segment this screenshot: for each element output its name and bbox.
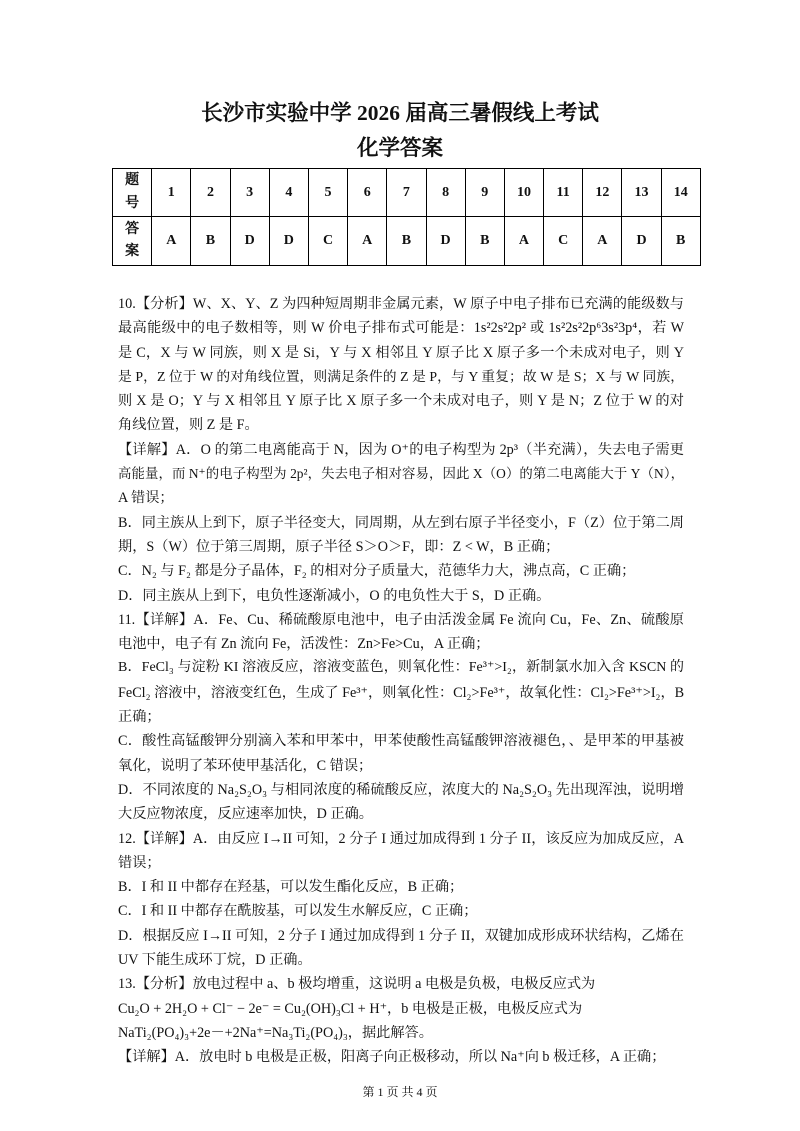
text-line: 则 X 是 O；Y 与 X 相邻且 Y 原子比 X 原子多一个未成对电子，则 Y 是 N；Z 位于 W 的对 [118,393,684,410]
question-number-cell: 3 [230,169,269,217]
answer-cell: B [661,217,700,266]
answer-table [112,168,701,266]
text-line: 是 C，X 与 W 同族，则 X 是 Si，Y 与 X 相邻且 Y 原子比 X 原子多一个未成对电子，则 Y [118,344,684,361]
text-line: 【详解】A．O 的第二电离能高于 N，因为 O⁺的电子构型为 2p³（半充满），失去电子需更 [118,441,684,458]
text-line: 12.【详解】A．由反应 I→II 可知，2 分子 I 通过加成得到 1 分子 II，该反应为加成反应，A [118,830,684,847]
question-number-cell: 10 [504,169,543,217]
text-line: 电池中，电子有 Zn 流向 Fe，活泼性：Zn>Fe>Cu，A 正确； [118,636,490,653]
answer-cell: A [348,217,387,266]
text-line: D．根据反应 I→II 可知，2 分子 I 通过加成得到 1 分子 II，双键加成形成环状结构，乙烯在 [118,927,684,944]
text-line: 高能量，而 N⁺的电子构型为 2p²，失去电子相对容易，因此 X（O）的第二电离能大于 Y（N）， [118,466,684,482]
text-line: D．不同浓度的 Na₂S₂O₃ 与相同浓度的稀硫酸反应，浓度大的 Na₂S₂O₃ 先出现浑浊，说明增 [118,781,684,798]
text-line: 10.【分析】W、X、Y、Z 为四种短周期非金属元素，W 原子中电子排布已充满的能级数与 [118,296,684,312]
page-footer: 第 1 页 共 4 页 [362,1085,438,1099]
question-number-cell: 7 [387,169,426,217]
text-line: 正确； [118,709,161,726]
question-number-cell: 5 [308,169,347,217]
answer-cell: C [544,217,583,266]
table-row-question-numbers [113,169,701,217]
doc-subtitle: 化学答案 [356,136,443,160]
answer-cell: A [152,217,191,266]
answer-cell: D [622,217,661,266]
answer-cell: B [465,217,504,266]
question-number-cell: 13 [622,169,661,217]
text-line: UV 下能生成环丁烷，D 正确。 [118,952,312,969]
table-row-answers [113,217,701,266]
answer-cell: D [269,217,308,266]
question-number-cell: 9 [465,169,504,217]
answer-cell: C [308,217,347,266]
question-number-cell: 11 [544,169,583,217]
question-number-cell: 8 [426,169,465,217]
text-line: 11.【详解】A．Fe、Cu、稀硫酸原电池中，电子由活泼金属 Fe 流向 Cu，Fe、Zn、硫酸原 [118,611,684,628]
text-line: B．FeCl₃ 与淀粉 KI 溶液反应，溶液变蓝色，则氧化性：Fe³⁺>I₂，新制氯水加入含 KSCN 的 [118,660,684,676]
text-line: 氧化，说明了苯环使甲基活化，C 错误； [118,757,373,774]
question-number-cell: 6 [348,169,387,217]
text-line: 是 P，Z 位于 W 的对角线位置，则满足条件的 Z 是 P，与 Y 重复；故 W 是 S；X 与 W 同族， [118,368,684,384]
doc-title: 长沙市实验中学 2026 届高三暑假线上考试 [201,101,599,125]
answer-explanations [118,292,684,1070]
answer-cell: A [583,217,622,266]
question-number-cell: 14 [661,169,700,217]
text-line: 最高能级中的电子数相等，则 W 价电子排布式可能是：1s²2s²2p² 或 1s²2s²2p⁶3s²3p⁴，若 W [118,320,684,337]
text-line: D．同主族从上到下，电负性逐渐减小，O 的电负性大于 S，D 正确。 [118,587,551,604]
row-label-question-number [113,169,152,217]
text-line: C．酸性高锰酸钾分别滴入苯和甲苯中，甲苯使酸性高锰酸钾溶液褪色，、是甲苯的甲基被 [118,733,684,750]
text-line: B．同主族从上到下，原子半径变大，同周期，从左到右原子半径变小，F（Z）位于第二周 [118,514,684,531]
row-label-text: 答案 [125,221,140,259]
answer-cell: D [426,217,465,266]
question-number-cell: 2 [191,169,230,217]
answer-cell: B [387,217,426,266]
text-line: B．I 和 II 中都存在羟基，可以发生酯化反应，B 正确； [118,879,464,896]
text-line: 13.【分析】放电过程中 a、b 极均增重，这说明 a 电极是负极，电极反应式为 [118,976,596,993]
text-line: C．I 和 II 中都存在酰胺基，可以发生水解反应，C 正确； [118,903,478,920]
row-label-text: 题号 [125,173,140,211]
text-line: 【详解】A．放电时 b 电极是正极，阳离子向正极移动，所以 Na⁺向 b 极迁移，A 正确； [118,1049,666,1066]
text-line: 期，S（W）位于第三周期，原子半径 S＞O＞F，即：Z < W，B 正确； [118,538,560,555]
answer-cell: A [504,217,543,266]
question-number-cell: 1 [152,169,191,217]
answer-cell: D [230,217,269,266]
question-number-cell: 12 [583,169,622,217]
text-line: C．N₂ 与 F₂ 都是分子晶体，F₂ 的相对分子质量大，范德华力大，沸点高，C 正确； [118,563,636,580]
text-line: NaTi₂(PO₄)₃+2e－+2Na⁺=Na₃Ti₂(PO₄)₃，据此解答。 [118,1024,433,1041]
text-line: Cu₂O + 2H₂O + Cl⁻ − 2e⁻ = Cu₂(OH)₃Cl + H⁺，b 电极是正极，电极反应式为 [118,1000,583,1017]
text-line: A 错误； [118,490,174,507]
text-line: 大反应物浓度，反应速率加快，D 正确。 [118,806,373,823]
text-line: FeCl₂ 溶液中，溶液变红色，生成了 Fe³⁺，则氧化性：Cl₂>Fe³⁺，故氧化性：Cl₂>Fe³⁺>I₂，B [118,684,685,701]
answer-cell: B [191,217,230,266]
text-line: 错误； [118,854,161,871]
question-number-cell: 4 [269,169,308,217]
row-label-answer [113,217,152,266]
text-line: 角线位置，则 Z 是 F。 [118,417,259,434]
